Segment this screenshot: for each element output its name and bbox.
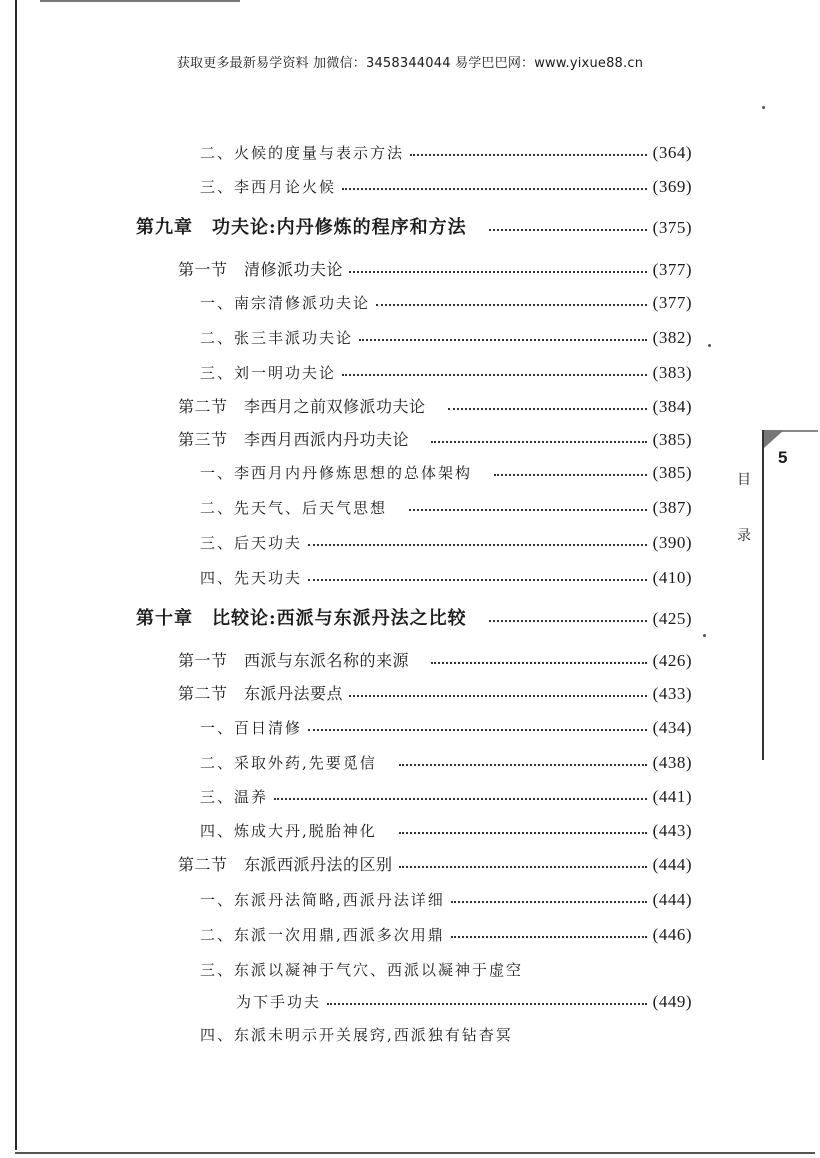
toc-title: 二、张三丰派功夫论: [200, 329, 354, 347]
toc-page: (375): [652, 218, 692, 237]
toc-page: (426): [652, 651, 692, 670]
leader-dots: [342, 188, 647, 190]
leader-dots: [399, 866, 647, 868]
toc-page: (377): [652, 260, 692, 279]
toc-page: (387): [652, 498, 692, 517]
watermark-header: 获取更多最新易学资料 加微信：3458344044 易学巴巴网：www.yixue88.cn: [176, 56, 644, 71]
page-number: 5: [778, 448, 788, 467]
toc-chapter-row: [136, 604, 692, 634]
toc-row: [200, 816, 692, 846]
leader-dots: [376, 304, 647, 306]
toc-row: [200, 288, 692, 318]
toc-title: 二、东派一次用鼎,西派多次用鼎: [200, 926, 445, 944]
toc-title: 二、火候的度量与表示方法: [200, 144, 405, 162]
toc-row: [200, 493, 692, 523]
toc-row: [200, 138, 692, 168]
toc-page: (382): [652, 328, 692, 347]
toc-page: (434): [652, 718, 692, 737]
leader-dots: [489, 620, 647, 622]
leader-dots: [274, 798, 647, 800]
toc-row: [200, 920, 692, 950]
toc-row: [200, 782, 692, 812]
section-title: 第一节 清修派功夫论: [178, 260, 344, 279]
leader-dots: [349, 271, 647, 273]
leader-dots: [451, 936, 647, 938]
toc-page: (446): [652, 925, 692, 944]
side-tab-rule: [762, 430, 764, 760]
leader-dots: [431, 441, 647, 443]
toc-section-row: [178, 392, 692, 422]
leader-dots: [327, 1003, 647, 1005]
toc-row: [200, 458, 692, 488]
leader-dots: [349, 695, 647, 697]
leader-dots: [410, 154, 647, 156]
toc-row: [200, 528, 692, 558]
toc-page: (438): [652, 753, 692, 772]
toc-page: (385): [652, 430, 692, 449]
toc-row: [200, 358, 692, 388]
toc-title: 三、李西月论火候: [200, 178, 337, 196]
section-title: 第二节 李西月之前双修派功夫论: [178, 397, 426, 416]
toc-page: (441): [652, 787, 692, 806]
scan-speck: [708, 344, 711, 347]
side-label-char: 录: [737, 528, 751, 544]
side-label-contents: [736, 452, 752, 564]
toc-title: 一、南宗清修派功夫论: [200, 294, 371, 312]
toc-row: [200, 885, 692, 915]
toc-title: 三、后天功夫: [200, 534, 303, 552]
toc-chapter-row: [136, 213, 692, 243]
scan-speck: [762, 106, 765, 109]
toc-title: 三、刘一明功夫论: [200, 364, 337, 382]
leader-dots: [308, 544, 647, 546]
toc-page: (377): [652, 293, 692, 312]
section-title: 第二节 东派丹法要点: [178, 684, 344, 703]
leader-dots: [451, 901, 647, 903]
toc-page: (425): [652, 609, 692, 628]
leader-dots: [399, 764, 647, 766]
toc-title: 四、先天功夫: [200, 569, 303, 587]
toc-section-row: [178, 425, 692, 455]
side-label-char: 目: [737, 472, 751, 488]
chapter-title: 第十章 比较论:西派与东派丹法之比较: [136, 608, 467, 629]
toc-title: 三、温养: [200, 788, 269, 806]
scan-speck: [703, 634, 706, 637]
toc-page: (444): [652, 890, 692, 909]
toc-row: [200, 323, 692, 353]
toc-page: (384): [652, 397, 692, 416]
toc-title: 为下手功夫: [236, 993, 322, 1011]
toc-page: (410): [652, 568, 692, 587]
toc-page: (369): [652, 177, 692, 196]
toc-page: (433): [652, 684, 692, 703]
page-edge-left: [15, 0, 17, 1150]
leader-dots: [409, 509, 647, 511]
toc-title: 四、东派未明示开关展窍,西派独有钻杳冥: [200, 1026, 513, 1044]
leader-dots: [448, 408, 647, 410]
leader-dots: [399, 832, 647, 834]
toc-row: [200, 748, 692, 778]
section-title: 第三节 李西月西派内丹功夫论: [178, 430, 410, 449]
toc-title: 一、东派丹法简略,西派丹法详细: [200, 891, 445, 909]
leader-dots: [489, 229, 647, 231]
chapter-side-tab: [762, 430, 818, 760]
leader-dots: [359, 339, 647, 341]
leader-dots: [494, 474, 647, 476]
toc-title: 二、先天气、后天气思想: [200, 499, 388, 517]
toc-title: 一、百日清修: [200, 719, 303, 737]
leader-dots: [431, 662, 647, 664]
section-title: 第一节 西派与东派名称的来源: [178, 651, 410, 670]
toc-row: [200, 563, 692, 593]
leader-dots: [342, 374, 647, 376]
leader-dots: [308, 729, 647, 731]
toc-title: 三、东派以凝神于气穴、西派以凝神于虚空: [200, 961, 524, 979]
toc-section-row: [178, 679, 692, 709]
toc-row: [200, 1020, 692, 1050]
toc-page: (383): [652, 363, 692, 382]
toc-row: [200, 172, 692, 202]
toc-row: [200, 955, 692, 985]
section-title: 第二节 东派西派丹法的区别: [178, 855, 393, 874]
toc-section-row: [178, 646, 692, 676]
page-edge-bottom: [15, 1152, 815, 1154]
toc-page: (449): [652, 992, 692, 1011]
toc-row: [200, 713, 692, 743]
toc-page: (443): [652, 821, 692, 840]
toc-title: 二、采取外药,先要觅信: [200, 754, 377, 772]
toc-page: (364): [652, 143, 692, 162]
leader-dots: [308, 579, 647, 581]
corner-triangle-icon: [764, 430, 784, 448]
toc-page: (444): [652, 855, 692, 874]
toc-section-row: [178, 255, 692, 285]
toc-section-row: [178, 850, 692, 880]
toc-page: (385): [652, 463, 692, 482]
page-edge-top: [40, 0, 240, 2]
toc-page: (390): [652, 533, 692, 552]
chapter-title: 第九章 功夫论:内丹修炼的程序和方法: [136, 217, 467, 238]
toc-title: 一、李西月内丹修炼思想的总体架构: [200, 464, 473, 482]
toc-title: 四、炼成大丹,脱胎神化: [200, 822, 377, 840]
toc-row-continuation: [236, 987, 692, 1017]
